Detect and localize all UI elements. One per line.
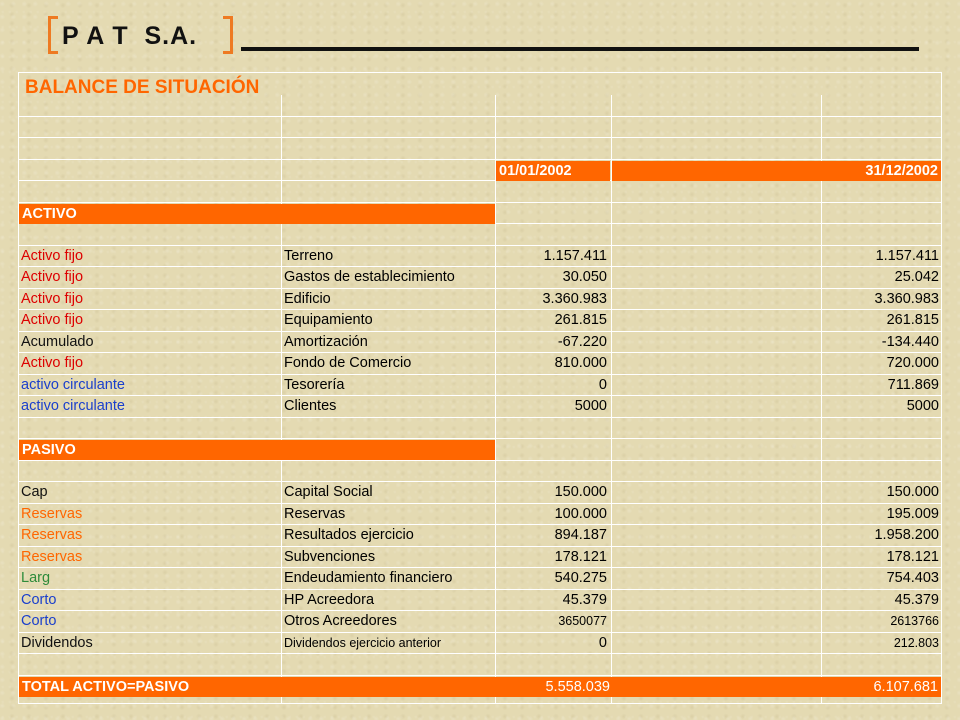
category-cell: Activo fijo	[21, 290, 84, 307]
concept-cell: Tesorería	[284, 376, 345, 393]
category-cell: activo circulante	[21, 376, 125, 393]
activo-row	[19, 289, 941, 311]
value-start-cell: 810.000	[554, 355, 607, 371]
value-end-cell: 1.958.200	[874, 527, 939, 543]
balance-sheet	[18, 72, 942, 704]
value-start-cell: 1.157.411	[543, 247, 607, 264]
concept-cell: Gastos de establecimiento	[284, 269, 455, 285]
value-end-cell: 195.009	[886, 505, 939, 522]
value-start-cell: 0	[598, 376, 607, 393]
empty-row	[19, 418, 941, 440]
pasivo-row	[19, 482, 941, 504]
empty-row	[19, 654, 941, 676]
concept-cell: Equipamiento	[284, 312, 373, 328]
activo-row	[19, 246, 941, 268]
concept-cell: Subvenciones	[284, 548, 376, 565]
section-activo-row	[19, 203, 941, 225]
activo-row	[19, 353, 941, 375]
value-end-cell: 45.379	[894, 591, 939, 608]
value-end-cell: 25.042	[894, 269, 939, 285]
value-end-cell: 1.157.411	[875, 247, 939, 264]
section-activo-label-band	[19, 204, 495, 224]
total-value-end: 6.107.681	[873, 678, 938, 695]
total-row	[19, 676, 941, 698]
concept-cell: Endeudamiento financiero	[284, 570, 453, 586]
pasivo-row	[19, 611, 941, 633]
category-cell: Reservas	[21, 548, 83, 565]
concept-cell: Terreno	[284, 247, 334, 264]
section-pasivo-label-band	[19, 440, 495, 460]
activo-row	[19, 332, 941, 354]
pasivo-row	[19, 633, 941, 655]
concept-cell: Otros Acreedores	[284, 613, 397, 629]
value-start-cell: 45.379	[562, 591, 607, 608]
bracket-right-icon	[223, 16, 233, 54]
concept-cell: HP Acreedora	[284, 591, 375, 608]
value-start-cell: 0	[598, 634, 607, 651]
value-end-cell: 178.121	[886, 548, 939, 565]
empty-row	[19, 181, 941, 203]
header-rule	[241, 47, 919, 51]
empty-row	[19, 138, 941, 160]
category-cell: Activo fijo	[21, 269, 84, 285]
section-activo-label: ACTIVO	[22, 205, 77, 222]
total-label: TOTAL ACTIVO=PASIVO	[22, 678, 190, 695]
empty-row	[19, 117, 941, 139]
value-start-cell: 100.000	[554, 505, 607, 522]
slide-header	[0, 0, 960, 70]
concept-cell: Resultados ejercicio	[284, 527, 414, 543]
pasivo-row	[19, 504, 941, 526]
concept-cell: Capital Social	[284, 484, 373, 500]
value-start-cell: 261.815	[554, 312, 607, 328]
value-end-cell: 711.869	[887, 376, 939, 393]
pasivo-row	[19, 590, 941, 612]
concept-cell: Fondo de Comercio	[284, 355, 412, 371]
value-end-cell: 2613766	[890, 614, 939, 628]
category-cell: Dividendos	[21, 634, 93, 651]
pasivo-row	[19, 547, 941, 569]
value-start-cell: 540.275	[554, 570, 607, 586]
activo-row	[19, 396, 941, 418]
bracket-left-icon	[48, 16, 58, 54]
category-cell: Activo fijo	[21, 312, 84, 328]
value-start-cell: 5000	[574, 398, 607, 414]
value-end-cell: 5000	[906, 398, 939, 414]
total-value-start: 5.558.039	[545, 678, 610, 695]
value-end-cell: 754.403	[886, 570, 939, 586]
value-end-cell: -134.440	[881, 333, 939, 350]
value-start-cell: 3.360.983	[542, 290, 607, 307]
date-start-label: 01/01/2002	[499, 162, 572, 179]
category-cell: activo circulante	[21, 398, 125, 414]
category-cell: Acumulado	[21, 333, 94, 350]
concept-cell: Reservas	[284, 505, 346, 522]
empty-row	[19, 461, 941, 483]
pasivo-row	[19, 568, 941, 590]
empty-row	[19, 95, 941, 117]
value-start-cell: 30.050	[562, 269, 607, 285]
value-end-cell: 3.360.983	[874, 290, 939, 307]
empty-row	[19, 224, 941, 246]
concept-cell: Edificio	[284, 290, 331, 307]
date-header-row	[19, 160, 941, 182]
category-cell: Cap	[21, 484, 48, 500]
section-pasivo-row	[19, 439, 941, 461]
concept-cell: Dividendos ejercicio anterior	[284, 635, 442, 650]
value-end-cell: 150.000	[886, 484, 939, 500]
category-cell: Larg	[21, 570, 51, 586]
category-cell: Corto	[21, 591, 57, 608]
category-cell: Activo fijo	[21, 247, 84, 264]
value-end-cell: 261.815	[886, 312, 939, 328]
activo-row	[19, 310, 941, 332]
activo-row	[19, 267, 941, 289]
value-start-cell: -67.220	[557, 333, 607, 350]
concept-cell: Clientes	[284, 398, 337, 414]
category-cell: Reservas	[21, 505, 83, 522]
activo-row	[19, 375, 941, 397]
value-start-cell: 150.000	[554, 484, 607, 500]
pasivo-row	[19, 525, 941, 547]
date-end-label: 31/12/2002	[865, 162, 938, 179]
category-cell: Activo fijo	[21, 355, 84, 371]
value-start-cell: 3650077	[558, 614, 607, 628]
value-end-cell: 212.803	[893, 635, 939, 650]
category-cell: Corto	[21, 613, 57, 629]
value-start-cell: 894.187	[554, 527, 607, 543]
value-end-cell: 720.000	[886, 355, 939, 371]
value-start-cell: 178.121	[554, 548, 607, 565]
sheet-title: BALANCE DE SITUACIÓN	[25, 77, 260, 98]
category-cell: Reservas	[21, 527, 83, 543]
company-name: P A T S.A.	[62, 22, 198, 50]
concept-cell: Amortización	[284, 333, 368, 350]
section-pasivo-label: PASIVO	[22, 442, 76, 458]
